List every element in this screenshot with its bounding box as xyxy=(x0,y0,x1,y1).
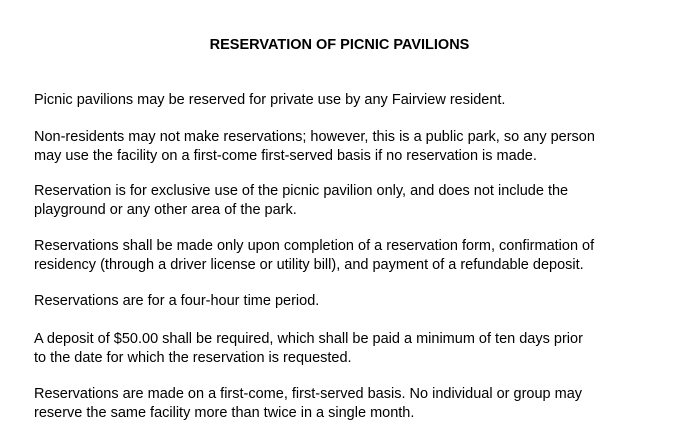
paragraph-non-residents xyxy=(34,128,674,165)
paragraph-line: residency (through a driver license or utility bill), and payment of a refundable deposit. xyxy=(34,256,584,273)
paragraph-line: Reservations are for a four-hour time period. xyxy=(34,293,320,309)
paragraph-deposit xyxy=(34,330,674,367)
document-title: RESERVATION OF PICNIC PAVILIONS xyxy=(209,37,470,53)
paragraph-eligibility xyxy=(34,91,674,110)
paragraph-exclusive-use xyxy=(34,182,674,219)
paragraph-line: may use the facility on a first-come first-served basis if no reservation is made. xyxy=(34,147,537,164)
paragraph-line: Reservation is for exclusive use of the picnic pavilion only, and does not include the xyxy=(34,183,569,199)
paragraph-line: reserve the same facility more than twice in a single month. xyxy=(34,404,415,421)
paragraph-line: A deposit of $50.00 shall be required, which shall be paid a minimum of ten days prior xyxy=(34,331,583,347)
paragraph-line: Non-residents may not make reservations; however, this is a public park, so any person xyxy=(34,129,595,145)
paragraph-line: Reservations are made on a first-come, first-served basis. No individual or group may xyxy=(34,386,583,402)
paragraph-first-come xyxy=(34,385,674,422)
paragraph-line: to the date for which the reservation is requested. xyxy=(34,349,352,366)
paragraph-line: playground or any other area of the park. xyxy=(34,201,297,218)
paragraph-line: Reservations shall be made only upon completion of a reservation form, confirmation of xyxy=(34,238,595,254)
paragraph-requirements xyxy=(34,237,674,274)
paragraph-time-period xyxy=(34,292,674,311)
paragraph-line: Picnic pavilions may be reserved for private use by any Fairview resident. xyxy=(34,92,506,108)
